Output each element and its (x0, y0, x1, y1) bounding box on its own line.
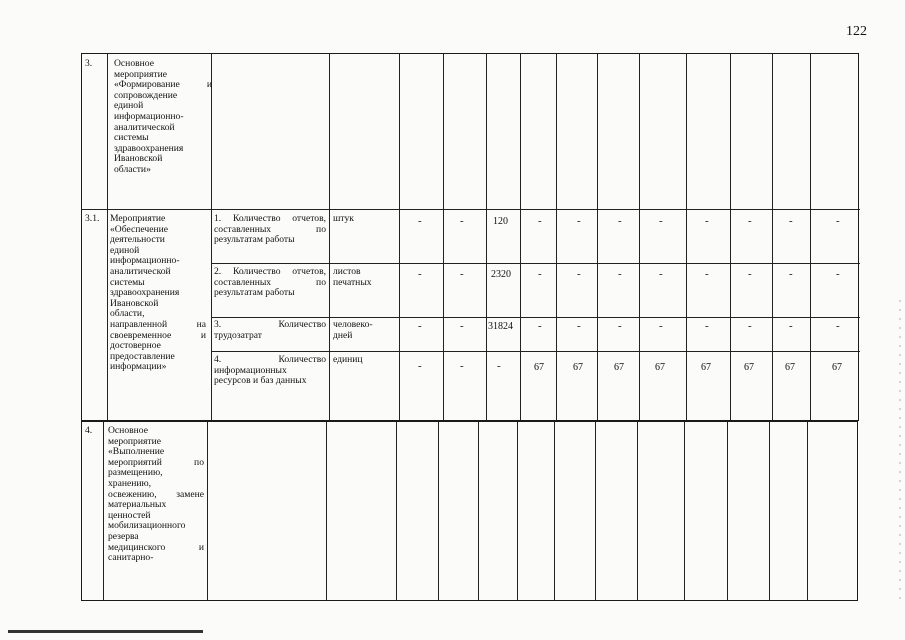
value-cell: - (748, 268, 752, 280)
value-cell: - (460, 320, 464, 332)
value-cell: 67 (534, 362, 544, 373)
section-3-1-number: 3.1. (85, 213, 100, 224)
value-cell: - (618, 320, 622, 332)
value-cell: - (418, 360, 422, 372)
value-cell: - (789, 320, 793, 332)
value-cell: 67 (744, 362, 754, 373)
value-cell: - (460, 360, 464, 372)
value-cell: - (705, 215, 709, 227)
indicator-2-name: 2. Количество отчетов, составленных по результатам работы (214, 266, 326, 299)
section-4-title: Основное мероприятие «Выполнение мероприятий по размещению, хранению, освежению, замене материальных ценностей мобилизационного резерва медицинского и санитарно- (108, 425, 204, 564)
value-cell: - (538, 215, 542, 227)
value-cell: - (577, 215, 581, 227)
section-3-title: Основное мероприятие «Формирование и сопровождение единой информационно- аналитической системы здравоохранения Ивановской области» (114, 58, 212, 175)
value-cell: 67 (832, 362, 842, 373)
value-cell: 67 (785, 362, 795, 373)
value-cell: 67 (573, 362, 583, 373)
value-cell: - (538, 320, 542, 332)
section-4-number: 4. (85, 425, 93, 436)
indicator-4-name: 4. Количество информационных ресурсов и баз данных (214, 354, 326, 387)
indicator-3-unit: человеко- дней (333, 319, 373, 341)
value-cell: 2320 (491, 269, 511, 280)
value-cell: - (577, 320, 581, 332)
value-cell: - (836, 268, 840, 280)
value-cell: - (748, 215, 752, 227)
indicator-1-name: 1. Количество отчетов, составленных по результатам работы (214, 213, 326, 246)
indicator-2-unit: листов печатных (333, 266, 372, 288)
value-cell: - (618, 215, 622, 227)
value-cell: - (659, 268, 663, 280)
value-cell: - (659, 215, 663, 227)
value-cell: - (497, 360, 501, 372)
value-cell: 67 (614, 362, 624, 373)
value-cell: 31824 (488, 321, 513, 332)
value-cell: 67 (701, 362, 711, 373)
value-cell: - (705, 268, 709, 280)
value-cell: - (418, 268, 422, 280)
value-cell: - (460, 215, 464, 227)
value-cell: - (836, 320, 840, 332)
value-cell: - (418, 320, 422, 332)
value-cell: - (659, 320, 663, 332)
value-cell: 67 (655, 362, 665, 373)
value-cell: - (460, 268, 464, 280)
footer-rule (8, 630, 203, 633)
scan-edge-marks (899, 300, 901, 600)
indicator-4-unit: единиц (333, 354, 363, 365)
value-cell: - (789, 215, 793, 227)
section-3-number: 3. (85, 58, 93, 69)
page-number: 122 (846, 24, 867, 39)
value-cell: - (789, 268, 793, 280)
indicator-3-name: 3. Количество трудозатрат (214, 319, 326, 341)
value-cell: - (705, 320, 709, 332)
value-cell: - (748, 320, 752, 332)
value-cell: - (618, 268, 622, 280)
value-cell: - (836, 215, 840, 227)
value-cell: - (538, 268, 542, 280)
section-3-1-title: Мероприятие «Обеспечение деятельности единой информационно- аналитической системы здравоохранения Ивановской области, направленной на своевременное и достоверное предоставление информации» (110, 213, 206, 373)
value-cell: 120 (493, 216, 508, 227)
value-cell: - (577, 268, 581, 280)
indicator-1-unit: штук (333, 213, 354, 224)
value-cell: - (418, 215, 422, 227)
